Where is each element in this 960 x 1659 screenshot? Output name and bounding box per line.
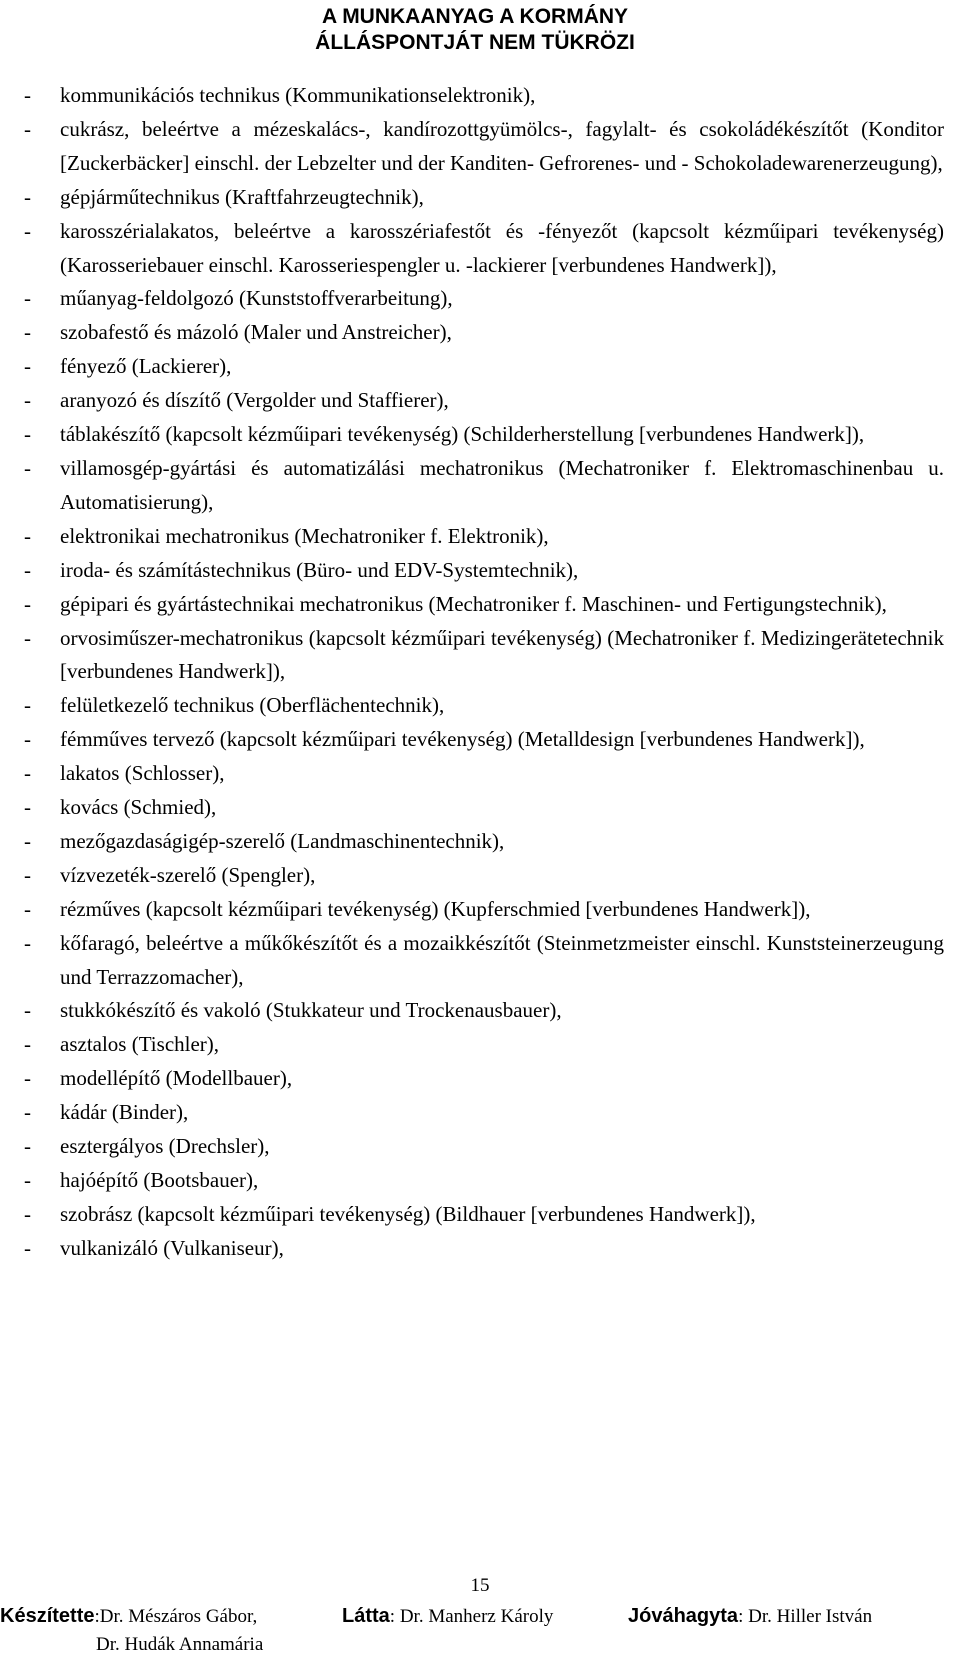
page-number: 15	[470, 1575, 490, 1596]
list-item-text: kőfaragó, beleértve a műkőkészítőt és a mozaikkészítőt (Steinmetzmeister einschl. Kunststeinerzeugung und Terrazzomacher),	[60, 930, 944, 989]
list-bullet: -	[24, 1032, 31, 1057]
list-item	[24, 520, 944, 554]
list-item-text: műanyag-feldolgozó (Kunststoffverarbeitung),	[60, 286, 453, 311]
list-bullet: -	[24, 557, 31, 582]
list-bullet: -	[24, 930, 31, 955]
approved-label: Jóváhagyta	[628, 1605, 739, 1627]
list-bullet: -	[24, 795, 31, 820]
occupation-list	[24, 79, 944, 1266]
list-item	[24, 452, 944, 520]
list-item-text: asztalos (Tischler),	[60, 1032, 220, 1057]
list-bullet: -	[24, 896, 31, 921]
list-item-text: szobrász (kapcsolt kézműipari tevékenység) (Bildhauer [verbundenes Handwerk]),	[60, 1201, 756, 1226]
list-item-text: karosszérialakatos, beleértve a karosszériafestőt és -fényezőt (kapcsolt kézműipari tevékenység) (Karosseriebauer einschl. Karosseriespengler u. -lackierer [verbundenes Handwerk]),	[60, 218, 944, 277]
list-bullet: -	[24, 354, 31, 379]
list-item	[24, 554, 944, 588]
list-item	[24, 757, 944, 791]
footer-made-by: Készítette:Dr. Mészáros Gábor, Dr. Hudák Annamária	[0, 1602, 263, 1659]
list-bullet: -	[24, 1201, 31, 1226]
list-item-text: fémműves tervező (kapcsolt kézműipari tevékenység) (Metalldesign [verbundenes Handwerk]),	[60, 727, 865, 752]
list-item	[24, 1062, 944, 1096]
list-bullet: -	[24, 591, 31, 616]
list-item	[24, 79, 944, 113]
list-bullet: -	[24, 218, 31, 243]
list-item-text: iroda- és számítástechnikus (Büro- und EDV-Systemtechnik),	[60, 557, 579, 582]
list-item-text: lakatos (Schlosser),	[60, 761, 225, 786]
list-item-text: táblakészítő (kapcsolt kézműipari tevékenység) (Schilderherstellung [verbundenes Handwerk]),	[60, 422, 865, 447]
list-item-text: modellépítő (Modellbauer),	[60, 1066, 293, 1091]
list-item	[24, 113, 944, 181]
list-bullet: -	[24, 83, 31, 107]
list-item-text: mezőgazdaságigép-szerelő (Landmaschinentechnik),	[60, 828, 505, 853]
list-bullet: -	[24, 320, 31, 345]
list-item	[24, 1130, 944, 1164]
list-bullet: -	[24, 625, 31, 650]
list-item-text: aranyozó és díszítő (Vergolder und Staffierer),	[60, 388, 449, 413]
list-item-text: esztergályos (Drechsler),	[60, 1134, 270, 1159]
list-bullet: -	[24, 523, 31, 548]
list-item	[24, 791, 944, 825]
list-item	[24, 825, 944, 859]
list-bullet: -	[24, 184, 31, 209]
list-bullet: -	[24, 286, 31, 311]
list-item-text: orvosiműszer-mechatronikus (kapcsolt kézműipari tevékenység) (Mechatroniker f. Medizingerätetechnik [verbundenes Handwerk]),	[60, 625, 944, 684]
list-item	[24, 316, 944, 350]
header-line-2: ÁLLÁSPONTJÁT NEM TÜKRÖZI	[315, 31, 635, 54]
list-item	[24, 215, 944, 283]
list-bullet: -	[24, 1134, 31, 1159]
list-item	[24, 418, 944, 452]
list-item-text: elektronikai mechatronikus (Mechatroniker f. Elektronik),	[60, 523, 549, 548]
list-bullet: -	[24, 422, 31, 447]
list-item	[24, 1028, 944, 1062]
list-item	[24, 927, 944, 995]
list-bullet: -	[24, 388, 31, 413]
list-bullet: -	[24, 1100, 31, 1125]
list-item	[24, 181, 944, 215]
list-bullet: -	[24, 761, 31, 786]
list-bullet: -	[24, 1066, 31, 1091]
list-bullet: -	[24, 455, 31, 480]
list-item-text: fényező (Lackierer),	[60, 354, 232, 379]
list-item-text: gépjárműtechnikus (Kraftfahrzeugtechnik),	[60, 184, 424, 209]
list-bullet: -	[24, 998, 31, 1023]
list-item-text: hajóépítő (Bootsbauer),	[60, 1168, 259, 1192]
footer-approved-by: Jóváhagyta: Dr. Hiller István	[628, 1605, 873, 1627]
list-item	[24, 588, 944, 622]
list-item-text: vízvezeték-szerelő (Spengler),	[60, 862, 316, 887]
list-item	[24, 384, 944, 418]
list-item	[24, 1198, 944, 1232]
list-item-text: villamosgép-gyártási és automatizálási mechatronikus (Mechatroniker f. Elektromaschinenbau u. Automatisierung),	[60, 455, 944, 514]
list-item-text: felületkezelő technikus (Oberflächentechnik),	[60, 693, 445, 718]
list-bullet: -	[24, 116, 31, 141]
list-item-text: kommunikációs technikus (Kommunikationselektronik),	[60, 83, 536, 107]
list-item	[24, 350, 944, 384]
list-bullet: -	[24, 862, 31, 887]
list-item	[24, 1232, 944, 1266]
seen-by-name: Dr. Manherz Károly	[395, 1606, 554, 1627]
list-item-text: cukrász, beleértve a mézeskalács-, kandírozottgyümölcs-, fagylalt- és csokoládékészítőt (Konditor [Zuckerbäcker] einschl. der Lebzelter und der Kanditen- Gefrorenes- und - Schokoladewarenerzeugung),	[60, 116, 944, 175]
list-bullet: -	[24, 1235, 31, 1260]
list-item	[24, 893, 944, 927]
list-bullet: -	[24, 693, 31, 718]
list-item	[24, 689, 944, 723]
list-bullet: -	[24, 828, 31, 853]
made-by-name-2: Dr. Hudák Annamária	[96, 1634, 264, 1655]
watermark-header	[280, 4, 670, 56]
list-item-text: gépipari és gyártástechnikai mechatronikus (Mechatroniker f. Maschinen- und Fertigungstechnik),	[60, 591, 887, 616]
header-line-1: A MUNKAANYAG A KORMÁNY	[321, 5, 629, 28]
made-label: Készítette	[0, 1605, 95, 1627]
approved-by-name: Dr. Hiller István	[743, 1606, 873, 1627]
list-item	[24, 1164, 944, 1198]
list-item	[24, 994, 944, 1028]
list-item	[24, 622, 944, 690]
footer	[0, 1602, 960, 1657]
list-bullet: -	[24, 727, 31, 752]
list-item-text: szobafestő és mázoló (Maler und Anstreicher),	[60, 320, 452, 345]
list-item-text: kádár (Binder),	[60, 1100, 189, 1125]
list-item-text: rézműves (kapcsolt kézműipari tevékenység) (Kupferschmied [verbundenes Handwerk]),	[60, 896, 811, 921]
list-item	[24, 1096, 944, 1130]
footer-seen-by: Látta: Dr. Manherz Károly	[342, 1605, 554, 1627]
list-item-text: kovács (Schmied),	[60, 795, 217, 820]
list-item	[24, 282, 944, 316]
list-item	[24, 859, 944, 893]
list-bullet: -	[24, 1168, 31, 1192]
made-by-name-1: Dr. Mészáros Gábor,	[99, 1606, 258, 1627]
list-item-text: stukkókészítő és vakoló (Stukkateur und Trockenausbauer),	[60, 998, 562, 1023]
list-item	[24, 723, 944, 757]
list-item-text: vulkanizáló (Vulkaniseur),	[60, 1235, 284, 1260]
seen-label: Látta	[342, 1605, 390, 1627]
